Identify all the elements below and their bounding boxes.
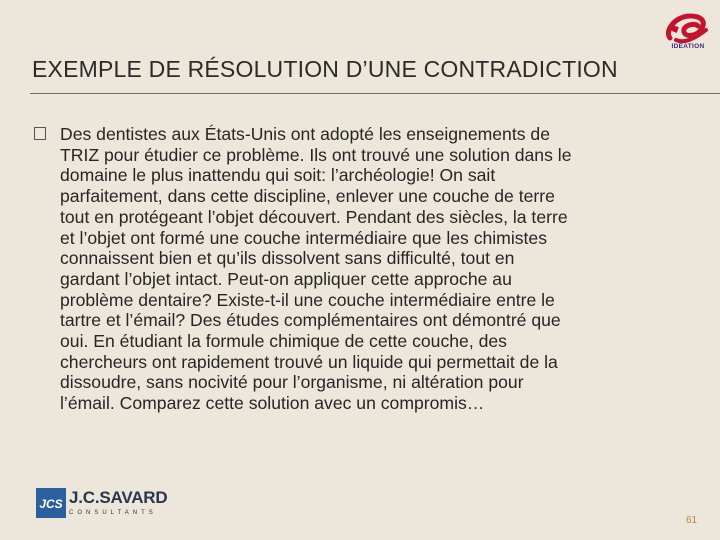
savard-name: J.C.SAVARD <box>69 488 168 507</box>
body-paragraph <box>60 124 700 414</box>
body-line: parfaitement, dans cette discipline, enlever une couche de terre <box>60 186 555 207</box>
body-line: Des dentistes aux États-Unis ont adopté les enseignements de <box>60 124 550 144</box>
ideation-logo-label: IDEATION <box>671 43 705 50</box>
body-line: TRIZ pour étudier ce problème. Ils ont trouvé une solution dans le <box>60 144 572 165</box>
body-line: connaissent bien et qu’ils dissolvent sans difficulté, tout en <box>60 248 515 269</box>
body-line: et l’objet ont formé une couche intermédiaire que les chimistes <box>60 227 548 248</box>
jcs-mark-icon <box>36 488 66 518</box>
body-line: problème dentaire? Existe-t-il une couche intermédiaire entre le <box>60 289 555 310</box>
bullet-square-icon <box>34 127 46 140</box>
body-line: tartre et l’émail? Des études complémentaires ont démontré que <box>60 310 561 331</box>
body-line: chercheurs ont rapidement trouvé un liquide qui permettait de la <box>60 351 558 372</box>
svg-text:JCS: JCS <box>39 497 63 511</box>
savard-subtitle: CONSULTANTS <box>69 510 157 516</box>
page-number: 61 <box>686 515 698 526</box>
body-line: dissoudre, sans nocivité pour l’organisme, ni altération pour <box>60 372 524 393</box>
body-line: oui. En étudiant la formule chimique de cette couche, des <box>60 331 507 352</box>
body-line: tout en protégeant l’objet découvert. Pendant des siècles, la terre <box>60 206 568 227</box>
body-line: l’émail. Comparez cette solution avec un compromis… <box>60 393 485 414</box>
title-divider <box>30 93 720 94</box>
jcsavard-logo <box>36 488 186 520</box>
body-line: domaine le plus inattendu qui soit: l’archéologie! On sait <box>60 165 496 186</box>
slide-title: EXEMPLE DE RÉSOLUTION D’UNE CONTRADICTION <box>32 56 618 82</box>
body-line: gardant l’objet intact. Peut-on appliquer cette approche au <box>60 268 512 289</box>
